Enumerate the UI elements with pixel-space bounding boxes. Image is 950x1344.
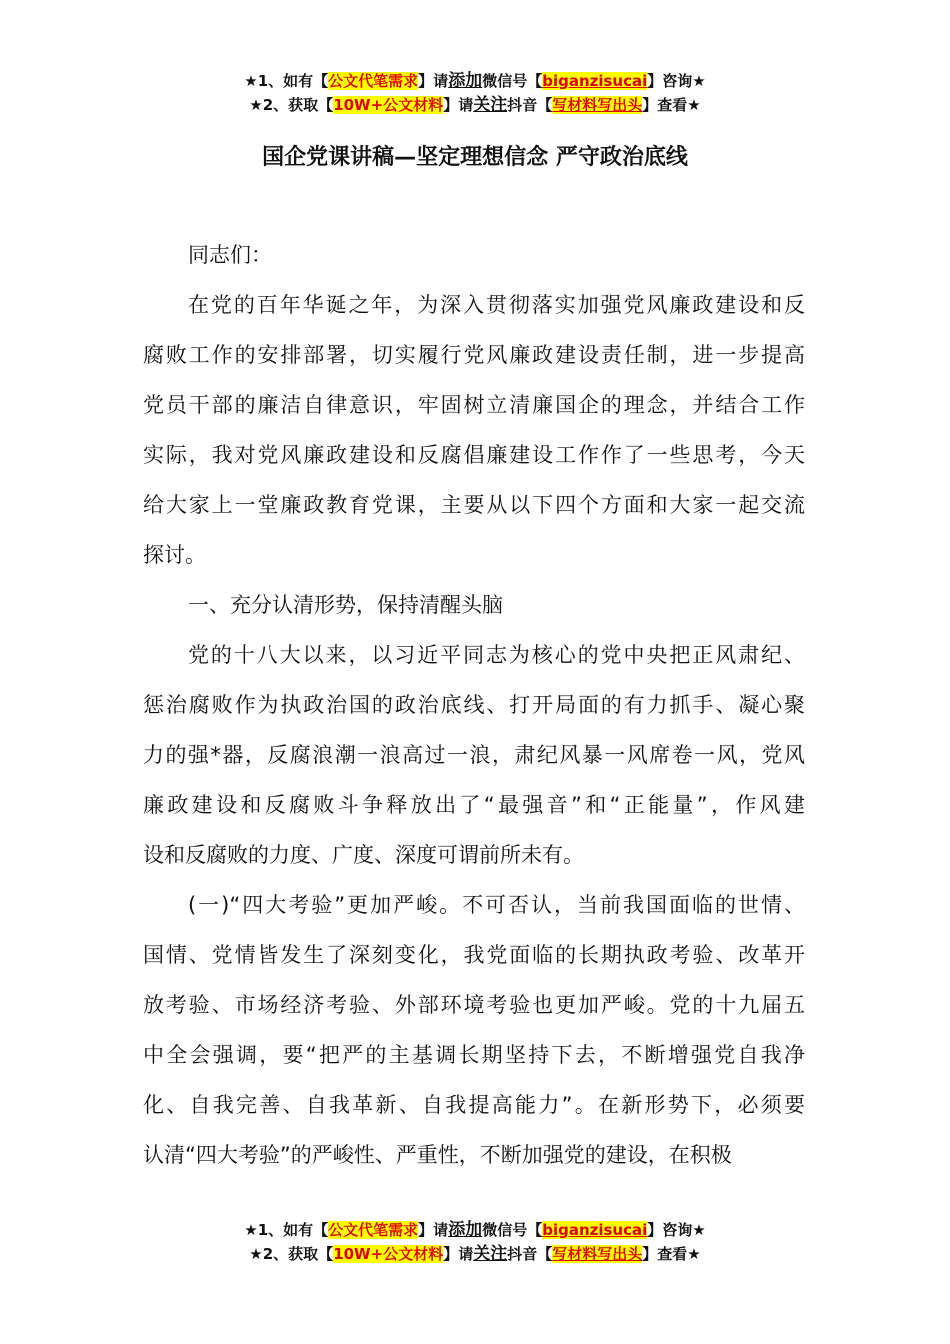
- text-line: 一、充分认清形势，保持清醒头脑: [188, 593, 503, 617]
- banner-line-1: [0, 1218, 950, 1242]
- text-line: 中全会强调，要“把严的主基调长期坚持下去，不断增强党自我净: [143, 1043, 805, 1067]
- banner-highlight: 公文代笔需求: [328, 72, 419, 90]
- banner-text: 】咨询★: [647, 72, 706, 90]
- text-line: (一)“四大考验”更加严峻。不可否认，当前我国面临的世情、: [188, 893, 805, 917]
- header-banner: [0, 69, 950, 117]
- text-line: 放考验、市场经济考验、外部环境考验也更加严峻。党的十九届五: [143, 993, 805, 1017]
- banner-text: 】查看★: [642, 1245, 701, 1263]
- banner-line-1: [0, 69, 950, 93]
- banner-text: ★1、如有【: [244, 72, 329, 90]
- paragraph: [143, 230, 805, 280]
- text-line: 腐败工作的安排部署，切实履行党风廉政建设责任制，进一步提高: [143, 343, 805, 367]
- banner-douyin-id: 写材料写出头: [552, 1245, 643, 1263]
- banner-emphasis: 添加: [448, 71, 483, 91]
- banner-emphasis: 添加: [448, 1220, 483, 1240]
- banner-text: 抖音【: [507, 96, 553, 114]
- text-line: 给大家上一堂廉政教育党课，主要从以下四个方面和大家一起交流: [143, 493, 805, 517]
- text-line: 认清“四大考验”的严峻性、严重性，不断加强党的建设，在积极: [143, 1143, 732, 1167]
- paragraph: [143, 630, 805, 880]
- banner-text: 】请: [418, 72, 449, 90]
- banner-text: 微信号【: [482, 1221, 543, 1239]
- text-line: 力的强*器，反腐浪潮一浪高过一浪，肃纪风暴一风席卷一风，党风: [143, 743, 805, 767]
- banner-text: ★2、获取【: [249, 1245, 334, 1263]
- banner-text: 】请: [443, 1245, 474, 1263]
- banner-emphasis: 关注: [473, 95, 508, 115]
- banner-highlight: 10W+公文材料: [333, 96, 444, 114]
- banner-line-2: [0, 93, 950, 117]
- banner-text: 】请: [443, 96, 474, 114]
- banner-text: 抖音【: [507, 1245, 553, 1263]
- text-line: 惩治腐败作为执政治国的政治底线、打开局面的有力抓手、凝心聚: [143, 693, 805, 717]
- banner-line-2: [0, 1242, 950, 1266]
- text-line: 设和反腐败的力度、广度、深度可谓前所未有。: [143, 843, 584, 867]
- banner-douyin-id: 写材料写出头: [552, 96, 643, 114]
- paragraph: [143, 580, 805, 630]
- banner-text: ★1、如有【: [244, 1221, 329, 1239]
- paragraph: [143, 880, 805, 1180]
- text-line: 党的十八大以来，以习近平同志为核心的党中央把正风肃纪、: [188, 643, 805, 667]
- text-line: 国情、党情皆发生了深刻变化，我党面临的长期执政考验、改革开: [143, 943, 805, 967]
- banner-text: 微信号【: [482, 72, 543, 90]
- banner-highlight: 公文代笔需求: [328, 1221, 419, 1239]
- paragraph: [143, 280, 805, 580]
- banner-text: 】咨询★: [647, 1221, 706, 1239]
- text-line: 化、自我完善、自我革新、自我提高能力”。在新形势下，必须要: [143, 1093, 805, 1117]
- banner-wechat-id: biganzisucai: [542, 1221, 648, 1239]
- text-line: 探讨。: [143, 543, 206, 567]
- footer-banner: [0, 1218, 950, 1266]
- document-body: [143, 230, 805, 1180]
- text-line: 同志们：: [188, 243, 272, 267]
- banner-highlight: 10W+公文材料: [333, 1245, 444, 1263]
- banner-text: 】查看★: [642, 96, 701, 114]
- document-title: 国企党课讲稿—坚定理想信念 严守政治底线: [262, 145, 688, 170]
- banner-text: ★2、获取【: [249, 96, 334, 114]
- text-line: 在党的百年华诞之年，为深入贯彻落实加强党风廉政建设和反: [188, 293, 805, 317]
- text-line: 实际，我对党风廉政建设和反腐倡廉建设工作作了一些思考，今天: [143, 443, 805, 467]
- text-line: 党员干部的廉洁自律意识，牢固树立清廉国企的理念，并结合工作: [143, 393, 805, 417]
- banner-text: 】请: [418, 1221, 449, 1239]
- banner-wechat-id: biganzisucai: [542, 72, 648, 90]
- text-line: 廉政建设和反腐败斗争释放出了“最强音”和“正能量”，作风建: [143, 793, 805, 817]
- banner-emphasis: 关注: [473, 1244, 508, 1264]
